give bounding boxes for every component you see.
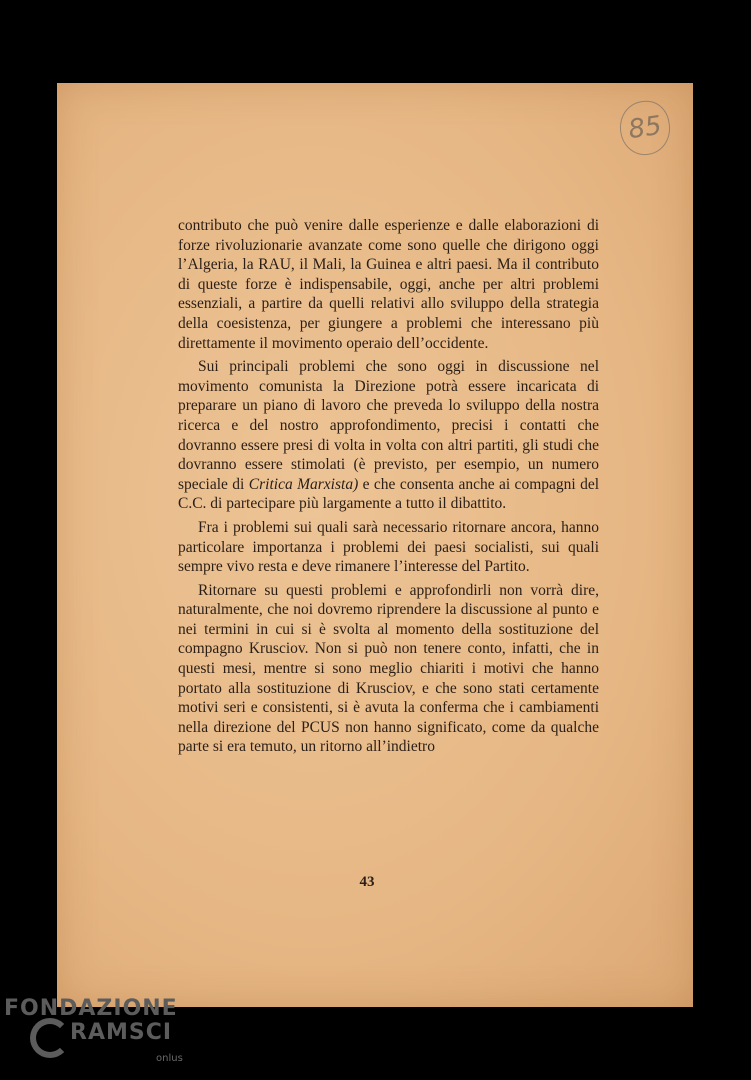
paragraph-2-text: Sui principali problemi che sono oggi in discussione nel movimento comunista la Direzione potrà essere incaricata di preparare un piano di lavoro che preveda lo sviluppo della nostra ricerca e del nostro approfondimento, precisi i contatti che dovranno essere presi di volta in volta con altri partiti, gli studi che dovranno essere stimolati (è previsto, per esempio, un numero speciale di	[178, 358, 599, 493]
paragraph-2	[178, 357, 599, 514]
journal-title: Critica Marxista)	[248, 475, 359, 493]
logo-g-icon	[30, 1018, 70, 1058]
logo-line-1: FONDAZIONE	[4, 996, 178, 1021]
document-page	[57, 83, 693, 1007]
handwritten-page-mark: 85	[616, 98, 673, 158]
paragraph-1: contributo che può venire dalle esperienze e dalle elaborazioni di forze rivoluzionarie avanzate come sono quelle che dirigono oggi l’Algeria, la RAU, il Mali, la Guinea e altri paesi. Ma il contributo di queste forze è indispensabile, oggi, anche per altri problemi essenziali, a partire da quelli relativi allo sviluppo della strategia della coesistenza, per giungere a problemi che interessano più direttamente il movimento operaio dell’occidente.	[178, 217, 599, 352]
logo-line-2: RAMSCI	[70, 1020, 173, 1045]
paragraph-3: Fra i problemi sui quali sarà necessario ritornare ancora, hanno particolare importanza i problemi dei paesi socialisti, sui quali sempre vivo resta e deve rimanere l’interesse del Partito.	[178, 518, 599, 576]
paragraph-2-end: e che consenta anche ai compagni del C.C. di partecipare più largamente a tutto il dibattito.	[178, 475, 600, 513]
page-number: 43	[359, 874, 375, 890]
logo-subtitle: onlus	[156, 1053, 183, 1064]
paragraph-4: Ritornare su questi problemi e approfondirli non vorrà dire, naturalmente, che noi dovremo riprendere la discussione al punto e nei termini in cui si è svolta al momento della sostituzione del compagno Krusciov. Non si può non tenere conto, infatti, che in questi mesi, mentre si sono meglio chiariti i motivi che hanno portato alla sostituzione di Krusciov, e che sono stati certamente motivi seri e consistenti, si è avuta la conferma che i cambiamenti nella direzione del PCUS non hanno significato, come da qualche parte si era temuto, un ritorno all’indietro	[178, 581, 599, 756]
fondazione-gramsci-logo	[4, 996, 194, 1076]
body-text	[178, 216, 599, 761]
